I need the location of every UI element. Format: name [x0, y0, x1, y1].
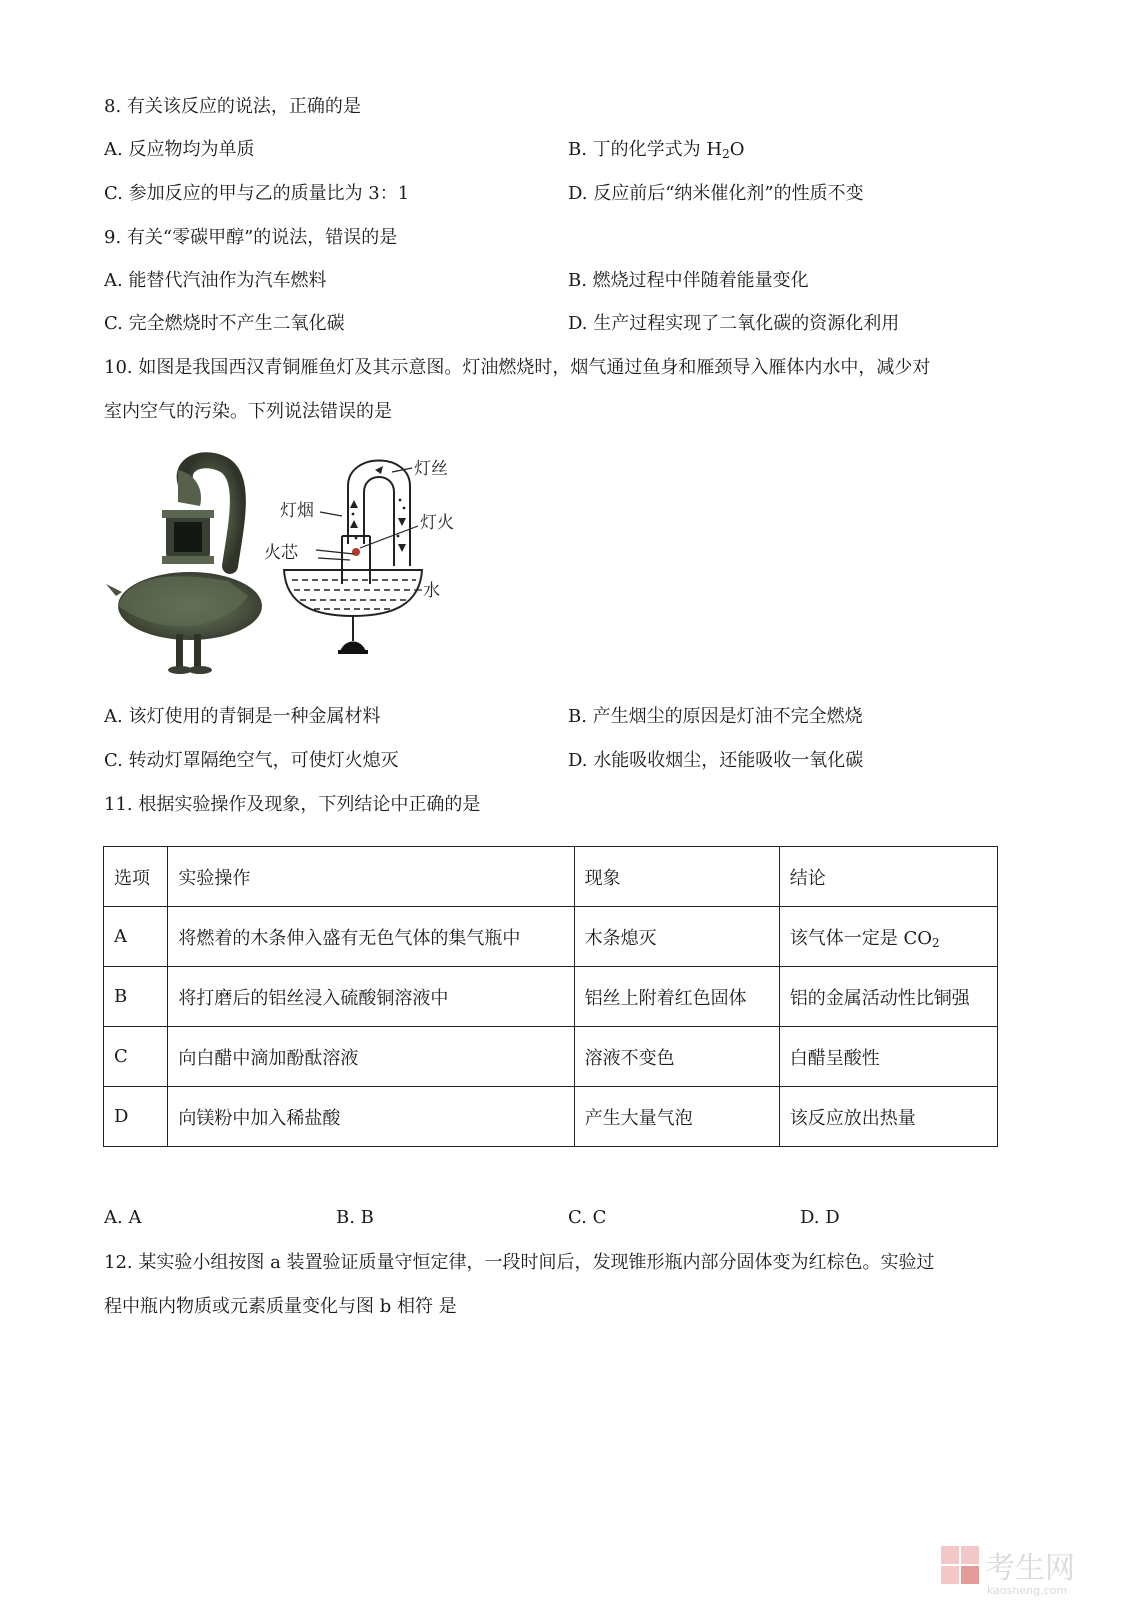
cell-operation: 将燃着的木条伸入盛有无色气体的集气瓶中	[168, 907, 574, 967]
q9-option-b: B. 燃烧过程中伴随着能量变化	[568, 270, 809, 291]
q8-option-d: D. 反应前后“纳米催化剂”的性质不变	[568, 183, 864, 204]
cell-operation: 向白醋中滴加酚酞溶液	[168, 1027, 574, 1087]
bronze-lamp-photo	[108, 456, 258, 681]
q8-option-a: A. 反应物均为单质	[104, 139, 255, 160]
cell-phenomenon: 溶液不变色	[574, 1027, 779, 1087]
q8-stem: 8. 有关该反应的说法，正确的是	[104, 96, 361, 117]
q12-stem-line1: 12. 某实验小组按图 a 装置验证质量守恒定律，一段时间后，发现锥形瓶内部分固体变为红棕色。实验过	[104, 1252, 935, 1273]
q8-option-b: B. 丁的化学式为 $H_2O$	[568, 139, 745, 161]
table-row	[104, 1087, 998, 1147]
header-operation: 实验操作	[168, 847, 574, 907]
cell-phenomenon: 产生大量气泡	[574, 1087, 779, 1147]
q10-option-c: C. 转动灯罩隔绝空气，可使灯火熄灭	[104, 750, 399, 771]
cell-phenomenon: 木条熄灭	[574, 907, 779, 967]
cell-conclusion: 铝的金属活动性比铜强	[779, 967, 997, 1027]
header-phenomenon: 现象	[574, 847, 779, 907]
q11-answer-c: C. C	[568, 1207, 607, 1228]
q9-option-c: C. 完全燃烧时不产生二氧化碳	[104, 313, 345, 334]
q12-stem-line2: 程中瓶内物质或元素质量变化与图 b 相符 是	[104, 1296, 457, 1317]
svg-text:考生网: 考生网	[985, 1551, 1075, 1586]
cell-operation: 向镁粉中加入稀盐酸	[168, 1087, 574, 1147]
label-smoke: 灯烟	[280, 501, 314, 521]
svg-text:kaosheng.com: kaosheng.com	[987, 1584, 1068, 1597]
header-option: 选项	[104, 847, 168, 907]
kaosheng-watermark-logo	[939, 1542, 1109, 1596]
label-core: 火芯	[264, 543, 298, 563]
header-conclusion: 结论	[779, 847, 997, 907]
q10-option-b: B. 产生烟尘的原因是灯油不完全燃烧	[568, 706, 863, 727]
q11-answer-b: B. B	[336, 1207, 374, 1228]
q9-stem: 9. 有关“零碳甲醇”的说法，错误的是	[104, 227, 398, 248]
table-header-row	[104, 847, 998, 907]
q10-stem-line1: 10. 如图是我国西汉青铜雁鱼灯及其示意图。灯油燃烧时，烟气通过鱼身和雁颈导入雁体内水中，减少对	[104, 357, 931, 378]
table-row	[104, 967, 998, 1027]
table-row	[104, 907, 998, 967]
q8-option-c: C. 参加反应的甲与乙的质量比为 3：1	[104, 183, 410, 204]
label-wick: 灯丝	[414, 459, 448, 479]
cell-option: D	[104, 1087, 168, 1147]
cell-option: C	[104, 1027, 168, 1087]
cell-option: A	[104, 907, 168, 967]
q10-stem-line2: 室内空气的污染。下列说法错误的是	[104, 401, 392, 422]
lamp-schematic-diagram	[264, 456, 480, 671]
cell-phenomenon: 铝丝上附着红色固体	[574, 967, 779, 1027]
label-water: 水	[423, 581, 440, 601]
cell-option: B	[104, 967, 168, 1027]
cell-conclusion: 白醋呈酸性	[779, 1027, 997, 1087]
cell-operation: 将打磨后的铝丝浸入硫酸铜溶液中	[168, 967, 574, 1027]
q10-option-d: D. 水能吸收烟尘，还能吸收一氧化碳	[568, 750, 864, 771]
label-fire: 灯火	[420, 513, 454, 533]
table-row	[104, 1027, 998, 1087]
q9-option-a: A. 能替代汽油作为汽车燃料	[104, 270, 327, 291]
q10-option-a: A. 该灯使用的青铜是一种金属材料	[104, 706, 381, 727]
q11-answer-a: A. A	[104, 1207, 142, 1228]
cell-conclusion: 该反应放出热量	[779, 1087, 997, 1147]
q11-stem: 11. 根据实验操作及现象，下列结论中正确的是	[104, 794, 481, 815]
cell-conclusion: 该气体一定是 $CO_2$	[779, 907, 997, 967]
q9-option-d: D. 生产过程实现了二氧化碳的资源化利用	[568, 313, 900, 334]
q11-answer-d: D. D	[800, 1207, 840, 1228]
q11-experiment-table	[103, 846, 998, 1147]
